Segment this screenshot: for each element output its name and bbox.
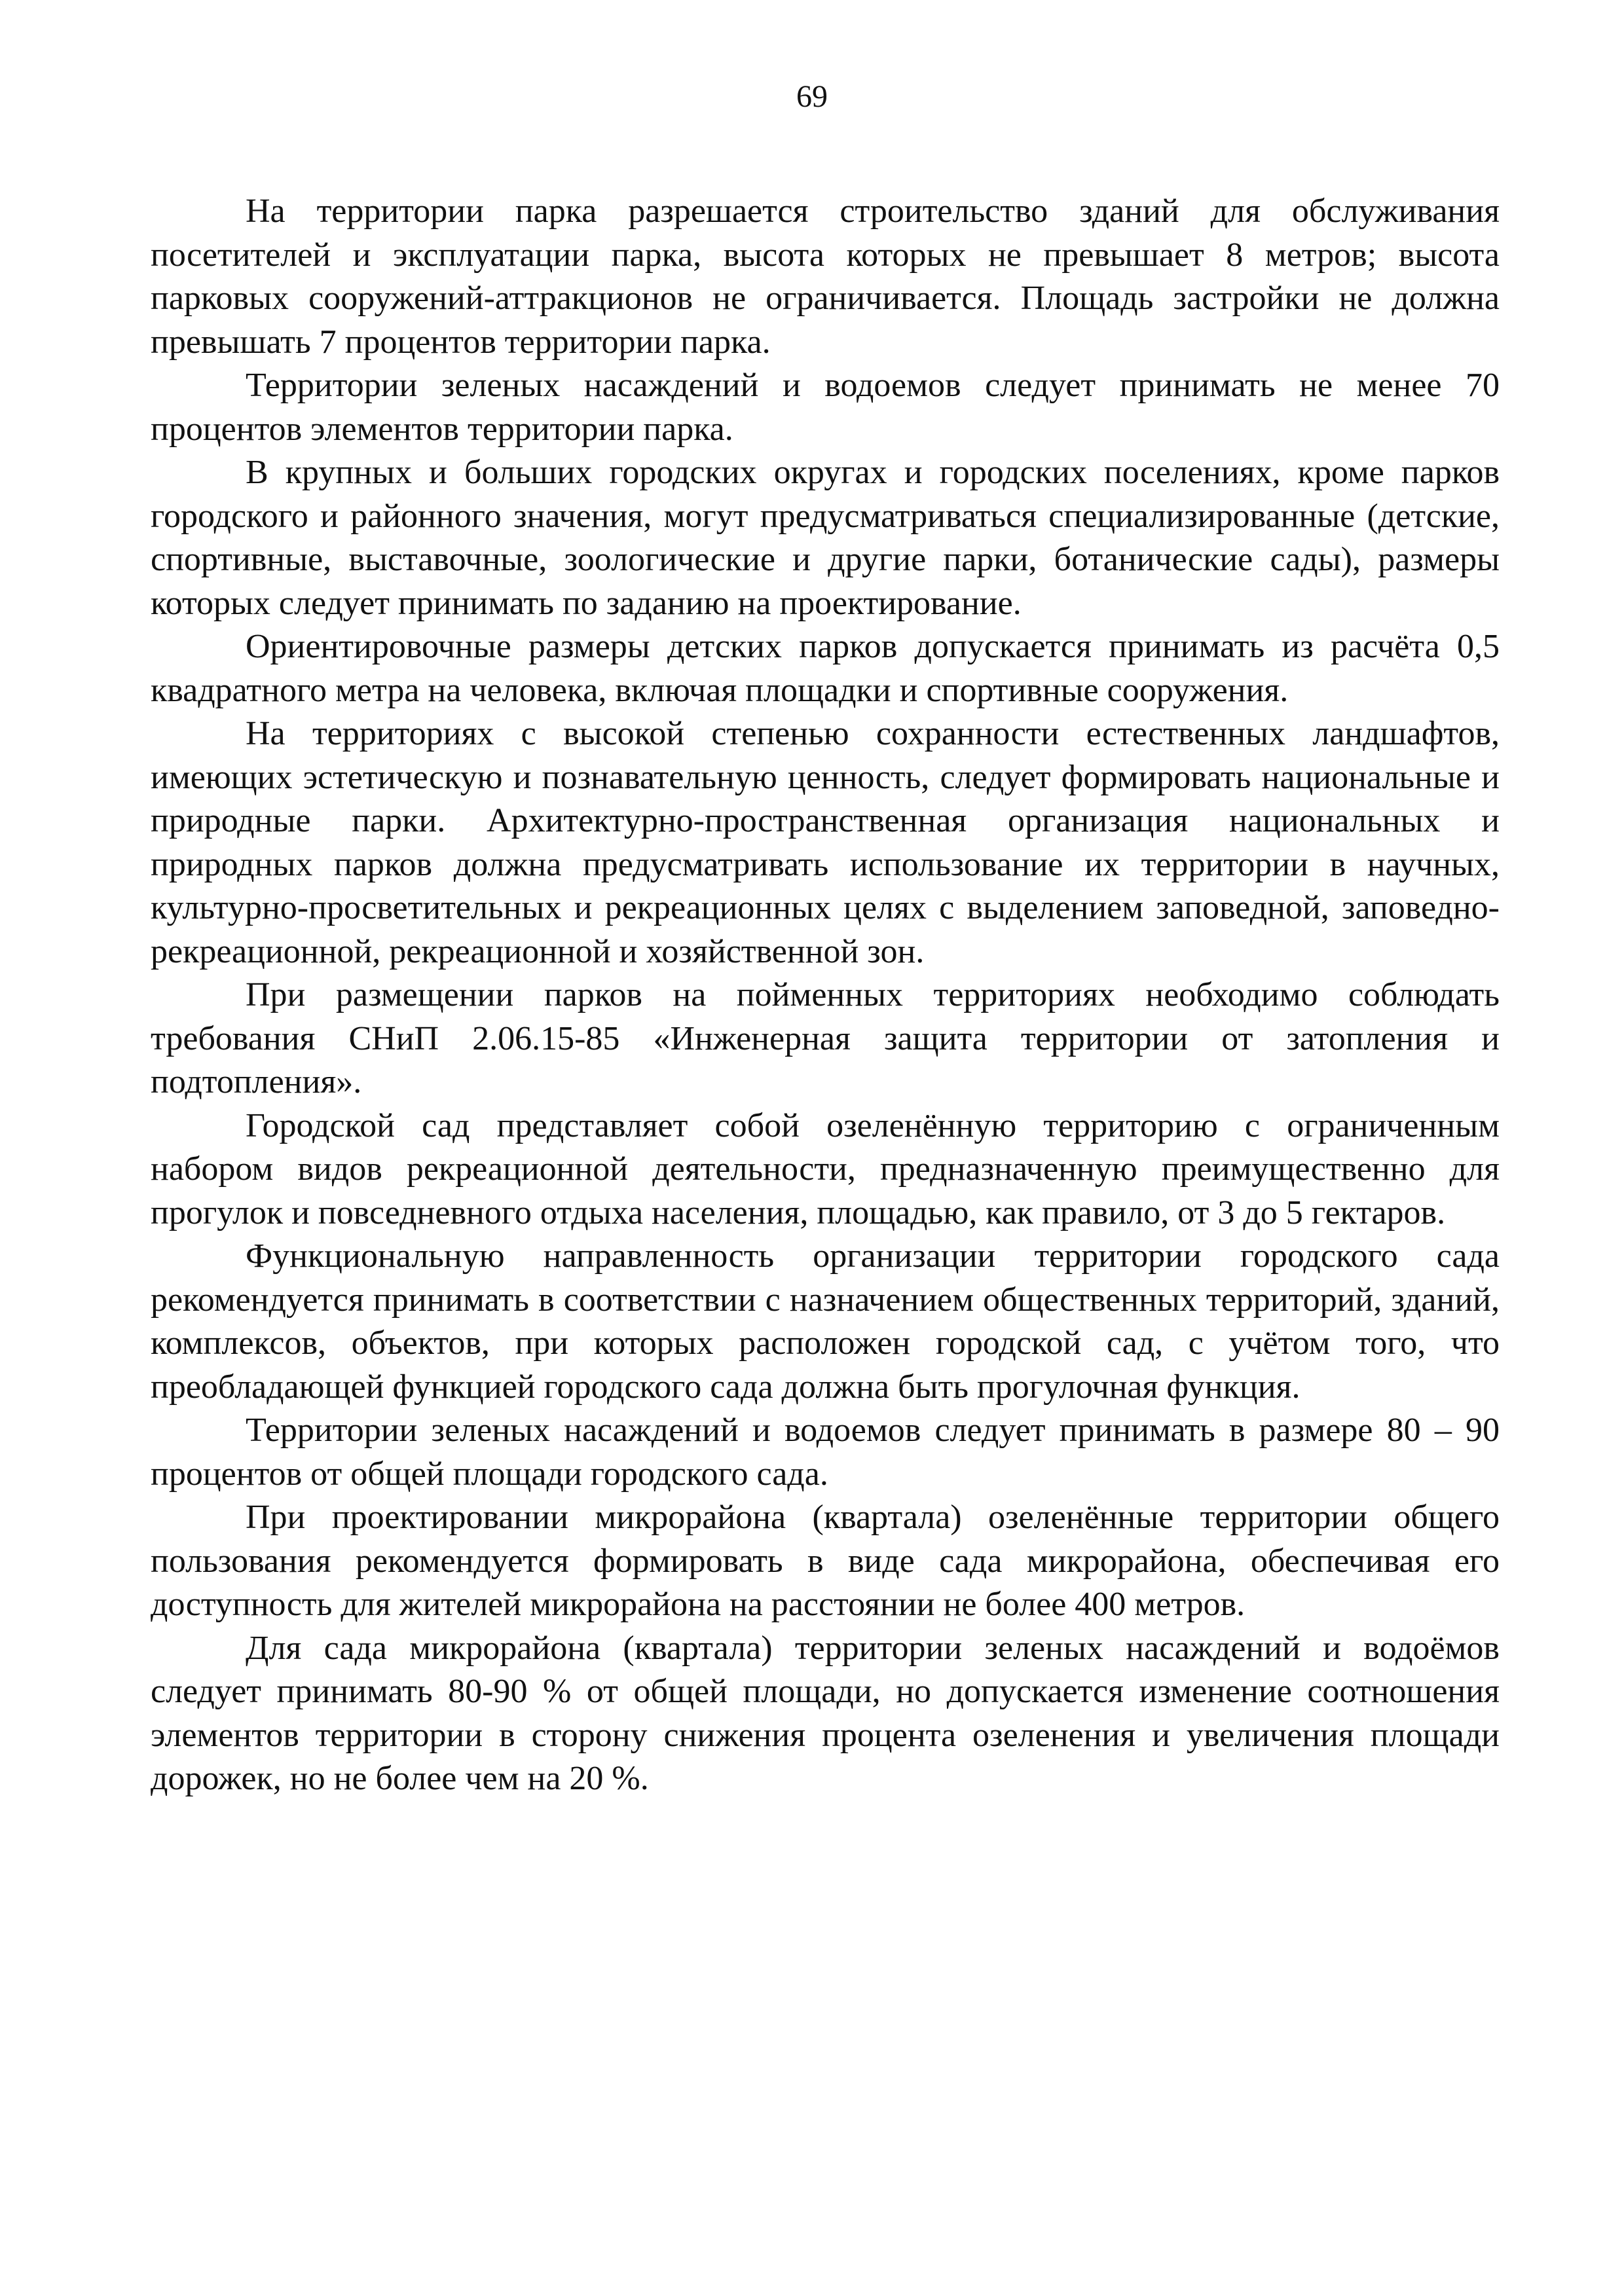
paragraph-children-parks: Ориентировочные размеры детских парков допускается принимать из расчёта 0,5 квадратного метра на человека, включая площадки и спортивные сооружения.	[151, 628, 1500, 709]
paragraph-park-construction: На территории парка разрешается строительство зданий для обслуживания посетителей и эксплуатации парка, высота которых не превышает 8 метров; высота парковых сооружений-аттракционов не ограничивается. Площадь застройки не должна превышать 7 процентов территории парка.	[151, 192, 1500, 361]
page-number: 69	[796, 79, 828, 114]
document-body	[151, 190, 1500, 1801]
paragraph-park-green-areas: Территории зеленых насаждений и водоемов следует принимать не менее 70 процентов элементов территории парка.	[151, 367, 1500, 448]
paragraph-floodplain-parks: При размещении парков на пойменных территориях необходимо соблюдать требования СНиП 2.06.15-85 «Инженерная защита территории от затопления и подтопления».	[151, 976, 1500, 1101]
paragraph-specialized-parks: В крупных и больших городских округах и городских поселениях, кроме парков городского и районного значения, могут предусматриваться специализированные (детские, спортивные, выставочные, зоологические и другие парки, ботанические сады), размеры которых следует принимать по заданию на проектирование.	[151, 454, 1500, 622]
paragraph-city-garden-function: Функциональную направленность организации территории городского сада рекомендуется принимать в соответствии с назначением общественных территорий, зданий, комплексов, объектов, при которых расположен городской сад, с учётом того, что преобладающей функцией городского сада должна быть прогулочная функция.	[151, 1237, 1500, 1406]
paragraph-city-garden-green-areas: Территории зеленых насаждений и водоемов следует принимать в размере 80 – 90 процентов от общей площади городского сада.	[151, 1412, 1500, 1493]
paragraph-national-parks: На территориях с высокой степенью сохранности естественных ландшафтов, имеющих эстетическую и познавательную ценность, следует формировать национальные и природные парки. Архитектурно-пространственная организация национальных и природных парков должна предусматривать использование их территории в научных, культурно-просветительных и рекреационных целях с выделением заповедной, заповедно-рекреационной, рекреационной и хозяйственной зон.	[151, 715, 1500, 970]
paragraph-city-garden-definition: Городской сад представляет собой озеленённую территорию с ограниченным набором видов рекреационной деятельности, предназначенную преимущественно для прогулок и повседневного отдыха населения, площадью, как правило, от 3 до 5 гектаров.	[151, 1106, 1500, 1231]
paragraph-microdistrict-green-areas: Для сада микрорайона (квартала) территории зеленых насаждений и водоёмов следует принимать 80-90 % от общей площади, но допускается изменение соотношения элементов территории в сторону снижения процента озеленения и увеличения площади дорожек, но не более чем на 20 %.	[151, 1629, 1500, 1797]
paragraph-microdistrict-garden: При проектировании микрорайона (квартала) озеленённые территории общего пользования рекомендуется формировать в виде сада микрорайона, обеспечивая его доступность для жителей микрорайона на расстоянии не более 400 метров.	[151, 1499, 1500, 1623]
